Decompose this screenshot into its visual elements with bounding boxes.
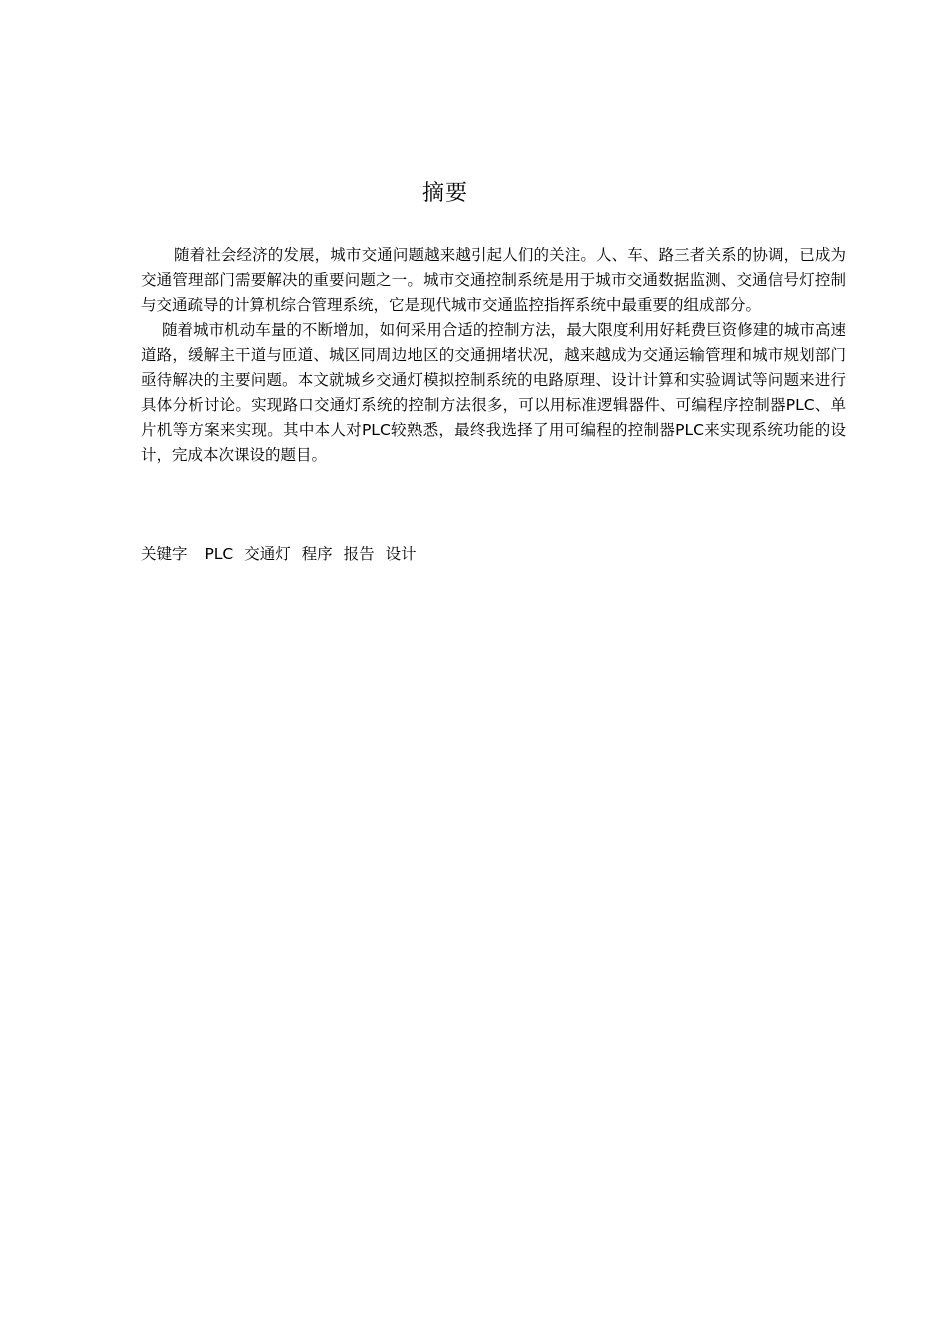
keyword-item: 报告 xyxy=(343,545,375,563)
keyword-item: 交通灯 xyxy=(244,545,291,563)
abstract-title: 摘要 xyxy=(421,181,468,206)
abstract-paragraph-2: 随着城市机动车量的不断增加，如何采用合适的控制方法，最大限度利用好耗费巨资修建的城市高速道路，缓解主干道与匝道、城区同周边地区的交通拥堵状况，越来越成为交通运输管理和城市规划部门亟待解决的主要问题。本文就城乡交通灯模拟控制系统的电路原理、设计计算和实验调试等问题来进行具体分析讨论。实现路口交通灯系统的控制方法很多，可以用标准逻辑器件、可编程序控制器PLC、单片机等方案来实现。其中本人对PLC较熟悉，最终我选择了用可编程的控制器PLC来实现系统功能的设计，完成本次课设的题目。 xyxy=(141,321,846,464)
abstract-body xyxy=(141,243,846,468)
keyword-item: PLC xyxy=(204,545,234,563)
abstract-paragraph-1: 随着社会经济的发展，城市交通问题越来越引起人们的关注。人、车、路三者关系的协调，已成为交通管理部门需要解决的重要问题之一。城市交通控制系统是用于城市交通数据监测、交通信号灯控制与交通疏导的计算机综合管理系统，它是现代城市交通监控指挥系统中最重要的组成部分。 xyxy=(141,246,846,314)
keywords-label: 关键字 xyxy=(141,545,188,563)
keywords-line xyxy=(141,542,423,567)
keyword-item: 设计 xyxy=(385,545,417,563)
keyword-item: 程序 xyxy=(301,545,333,563)
